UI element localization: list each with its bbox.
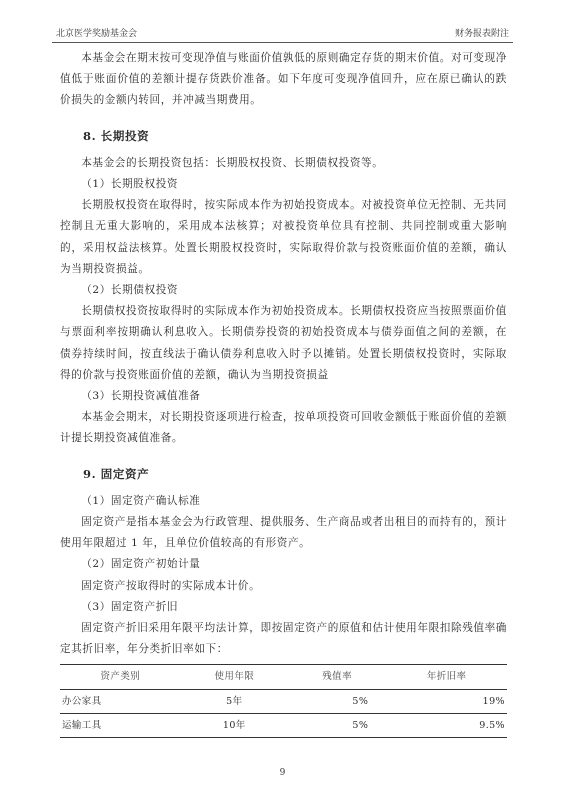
table-cell: 19% [386, 689, 507, 713]
table-cell: 5年 [181, 689, 288, 713]
table-cell: 5% [288, 713, 386, 737]
section-8-sub3-text: 本基金会期末，对长期投资逐项进行检查，按单项投资可回收金额低于账面价值的差额计提长期投资减值准备。 [60, 411, 507, 445]
table-cell: 9.5% [386, 713, 507, 737]
table-cell: 运输工具 [60, 713, 181, 737]
depreciation-rate-table [60, 664, 507, 738]
inventory-valuation-paragraph: 本基金会在期末按可变现净值与账面价值孰低的原则确定存货的期末价值。对可变现净值低于账面价值的差额计提存货跌价准备。如下年度可变现净值回升，应在原已确认的跌价损失的金额内转回，并冲减当期费用。 [60, 52, 507, 107]
section-8-sub1-text: 长期股权投资在取得时，按实际成本作为初始投资成本。对被投资单位无控制、无共同控制且无重大影响的，采用成本法核算；对被投资单位具有控制、共同控制或重大影响的，采用权益法核算。处置长期股权投资时，实际取得价款与投资账面价值的差额，确认为当期投资损益。 [60, 199, 507, 275]
table-cell: 5% [288, 689, 386, 713]
section-8-heading: 8. 长期投资 [83, 128, 150, 143]
section-9-sub3-text: 固定资产折旧采用年限平均法计算，即按固定资产的原值和估计使用年限扣除残值率确定其折旧率，年分类折旧率如下： [60, 622, 507, 656]
section-8-sub1-title: （1）长期股权投资 [81, 178, 179, 191]
section-9-sub1-text: 固定资产是指本基金会为行政管理、提供服务、生产商品或者出租目的而持有的，预计使用年限超过 1 年，且单位价值较高的有形资产。 [60, 516, 507, 550]
section-9-heading: 9. 固定资产 [83, 466, 150, 481]
section-9-sub2-text: 固定资产按取得时的实际成本计价。 [81, 579, 261, 592]
column-header: 资产类别 [60, 665, 181, 689]
page-number: 9 [279, 768, 286, 778]
column-header: 使用年限 [181, 665, 288, 689]
organization-name: 北京医学奖励基金会 [56, 29, 138, 39]
section-9-sub3-title: （3）固定资产折旧 [81, 600, 179, 613]
column-header: 残值率 [288, 665, 386, 689]
page-content [60, 48, 507, 738]
section-8-sub2-title: （2）长期债权投资 [81, 284, 179, 297]
table-header-row [60, 665, 507, 689]
section-9-sub1-title: （1）固定资产确认标准 [81, 494, 201, 507]
page-header [52, 22, 513, 43]
section-8-intro: 本基金会的长期投资包括：长期股权投资、长期债权投资等。 [81, 156, 384, 169]
column-header: 年折旧率 [386, 665, 507, 689]
table-row [60, 713, 507, 737]
table-cell: 10年 [181, 713, 288, 737]
table-row [60, 689, 507, 713]
section-9-sub2-title: （2）固定资产初始计量 [81, 558, 201, 571]
document-section-name: 财务报表附注 [454, 29, 509, 39]
section-8-sub3-title: （3）长期投资减值准备 [81, 390, 201, 403]
table-cell: 办公家具 [60, 689, 181, 713]
section-8-sub2-text: 长期债权投资按取得时的实际成本作为初始投资成本。长期债权投资应当按照票面价值与票面利率按期确认利息收入。长期债券投资的初始投资成本与债券面值之间的差额，在债券持续时间，按直线法于确认债券利息收入时予以摊销。处置长期债权投资时，实际取得的价款与投资账面价值的差额，确认为当期投资损益 [60, 305, 507, 381]
